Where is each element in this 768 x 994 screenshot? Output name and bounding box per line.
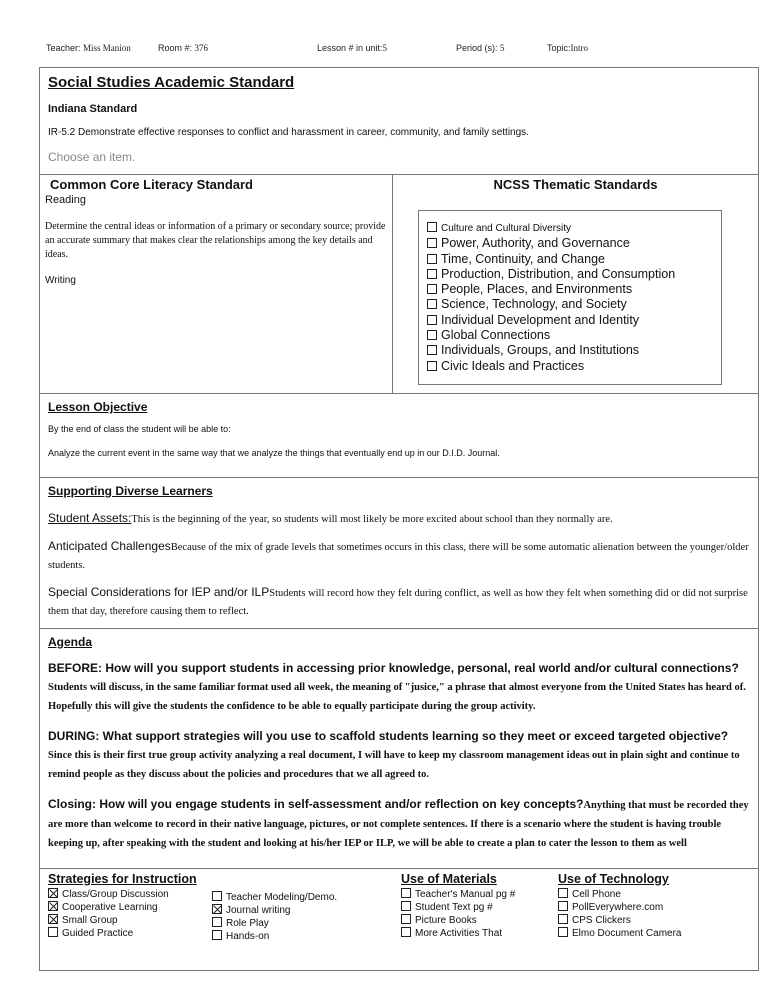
checkbox-icon[interactable]: [401, 927, 411, 937]
checkbox-label: Cell Phone: [572, 888, 621, 900]
student-assets-label: Student Assets:: [48, 510, 132, 525]
closing-question: Closing: How will you engage students in self-assessment and/or reflection on key concepts?: [48, 796, 584, 811]
teacher-field: [46, 43, 158, 53]
checkbox-item[interactable]: [558, 927, 681, 940]
ncss-checklist: [418, 210, 722, 385]
special-considerations: [48, 584, 750, 620]
diverse-learners-title: Supporting Diverse Learners: [48, 483, 213, 498]
ncss-title: NCSS Thematic Standards: [493, 177, 658, 192]
checkbox-item[interactable]: [427, 343, 713, 358]
topic-field: [547, 43, 588, 53]
checkbox-label: Teacher's Manual pg #: [415, 888, 516, 900]
checkbox-item[interactable]: [48, 914, 212, 927]
agenda-before: [48, 659, 750, 715]
checkbox-label: Picture Books: [415, 914, 477, 926]
checkbox-label: Hands-on: [226, 930, 270, 942]
room-label: Room #:: [158, 43, 193, 53]
checkbox-icon[interactable]: [427, 345, 437, 355]
checkbox-item[interactable]: [401, 888, 558, 901]
objective-intro: By the end of class the student will be able to:: [48, 423, 231, 434]
checkbox-item[interactable]: [427, 236, 713, 251]
indiana-standard-label: Indiana Standard: [48, 103, 138, 115]
checkbox-label: Student Text pg #: [415, 901, 493, 913]
checkbox-icon[interactable]: [427, 222, 437, 232]
checkbox-item[interactable]: [212, 891, 401, 904]
checkbox-label: Teacher Modeling/Demo.: [226, 891, 338, 903]
checkbox-icon[interactable]: [558, 888, 568, 898]
checkbox-item[interactable]: [48, 888, 212, 901]
checkbox-icon[interactable]: [48, 927, 58, 937]
checkbox-icon[interactable]: [427, 315, 437, 325]
checkbox-icon[interactable]: [427, 284, 437, 294]
checkbox-item[interactable]: [401, 927, 558, 940]
diverse-learners-section: [40, 478, 758, 629]
checkbox-item[interactable]: [427, 328, 713, 343]
checkbox-item[interactable]: [212, 904, 401, 917]
ncss-column: [393, 175, 758, 393]
period-label: Period (s):: [456, 43, 498, 53]
checkbox-label: PollEverywhere.com: [572, 901, 664, 913]
special-considerations-label: Special Considerations for IEP and/or ILP: [48, 584, 270, 599]
checkbox-icon[interactable]: [427, 238, 437, 248]
checkbox-label: Time, Continuity, and Change: [441, 251, 605, 266]
checkbox-label: Journal writing: [226, 904, 291, 916]
checkbox-item[interactable]: [427, 252, 713, 267]
checkbox-icon[interactable]: [212, 891, 222, 901]
checkbox-item[interactable]: [558, 914, 681, 927]
checkbox-label: Guided Practice: [62, 927, 134, 939]
writing-label: Writing: [45, 275, 76, 286]
checkbox-icon[interactable]: [212, 930, 222, 940]
checkbox-icon[interactable]: [558, 914, 568, 924]
checkbox-item[interactable]: [427, 221, 713, 236]
reading-standard-text: Determine the central ideas or information of a primary or secondary source; provide an accurate summary that makes clear the relationships among the key details and ideas.: [45, 221, 386, 260]
standard-section: [40, 68, 758, 175]
choose-item-dropdown[interactable]: Choose an item.: [48, 150, 136, 164]
room-field: [158, 43, 317, 53]
checkbox-label: Class/Group Discussion: [62, 888, 169, 900]
resources-section: [40, 869, 758, 970]
checkbox-icon[interactable]: [212, 917, 222, 927]
agenda-during: [48, 727, 750, 783]
checked-box-icon[interactable]: [48, 901, 58, 911]
lesson-header: [46, 43, 746, 53]
checkbox-label: Civic Ideals and Practices: [441, 358, 585, 373]
objective-text: Analyze the current event in the same way that we analyze the things that eventually end up in our D.I.D. Journal.: [48, 447, 500, 458]
anticipated-challenges: [48, 538, 750, 574]
agenda-closing: [48, 795, 750, 852]
lesson-label: Lesson # in unit:: [317, 43, 383, 53]
checkbox-label: Power, Authority, and Governance: [441, 236, 630, 251]
special-considerations-text: Students will record how they felt during conflict, as well as how they felt when something did or did not surprise them that day, therefore causing them to reflect.: [48, 587, 748, 617]
strategies-column-2: [212, 873, 401, 964]
before-answer: Students will discuss, in the same familiar format used all week, the meaning of "jusice," a phrase that almost everyone from the United States has heard of. Hopefully this will give the students the confidence to be able to equally participate during the group activity.: [48, 681, 746, 712]
checkbox-label: People, Places, and Environments: [441, 282, 633, 297]
checkbox-label: Small Group: [62, 914, 118, 926]
checkbox-icon[interactable]: [427, 254, 437, 264]
objective-title: Lesson Objective: [48, 399, 148, 414]
checkbox-label: Role Play: [226, 917, 269, 929]
checkbox-label: Culture and Cultural Diversity: [441, 223, 572, 234]
checked-box-icon[interactable]: [48, 888, 58, 898]
materials-column: [401, 873, 558, 964]
checkbox-label: Individuals, Groups, and Institutions: [441, 343, 640, 358]
checkbox-label: Individual Development and Identity: [441, 312, 640, 327]
checkbox-label: Global Connections: [441, 328, 551, 343]
checkbox-icon[interactable]: [401, 914, 411, 924]
checkbox-item[interactable]: [212, 917, 401, 930]
during-question: DURING: What support strategies will you use to scaffold students learning so they meet or exceed targeted objective?: [48, 728, 729, 743]
challenges-text: Because of the mix of grade levels that sometimes occurs in this class, there will be some automatic alienation between the younger/older students.: [48, 541, 749, 571]
period-value[interactable]: 5: [500, 43, 505, 53]
checkbox-icon[interactable]: [558, 901, 568, 911]
checked-box-icon[interactable]: [48, 914, 58, 924]
challenges-label: Anticipated Challenges: [48, 538, 171, 553]
strategies-column: [48, 873, 212, 964]
standard-title: Social Studies Academic Standard: [48, 74, 295, 91]
technology-title: Use of Technology: [558, 871, 669, 886]
checkbox-item[interactable]: [48, 901, 212, 914]
checkbox-item[interactable]: [212, 930, 401, 943]
checkbox-label: Cooperative Learning: [62, 901, 158, 913]
checkbox-item[interactable]: [48, 927, 212, 940]
agenda-section: [40, 629, 758, 869]
checkbox-icon[interactable]: [427, 330, 437, 340]
checkbox-icon[interactable]: [427, 269, 437, 279]
checkbox-icon[interactable]: [427, 299, 437, 309]
checkbox-item[interactable]: [558, 888, 681, 901]
strategies-title: Strategies for Instruction: [48, 871, 197, 886]
checkbox-item[interactable]: [558, 901, 681, 914]
checkbox-item[interactable]: [427, 359, 713, 374]
checked-box-icon[interactable]: [212, 904, 222, 914]
checkbox-label: Production, Distribution, and Consumption: [441, 266, 676, 281]
checkbox-item[interactable]: [427, 297, 713, 312]
teacher-value[interactable]: Miss Manion: [83, 43, 131, 53]
checkbox-item[interactable]: [427, 313, 713, 328]
materials-title: Use of Materials: [401, 871, 497, 886]
checkbox-item[interactable]: [401, 901, 558, 914]
lesson-field: [317, 43, 456, 53]
during-answer: Since this is their first true group activity analyzing a real document, I will have to keep my classroom management ideas out in plain sight and continue to remind people as they discuss about the policies and procedures that we all agreed to.: [48, 749, 740, 780]
standard-text: IR-5.2 Demonstrate effective responses to conflict and harassment in career, community, and family settings.: [48, 127, 529, 138]
room-value[interactable]: 376: [194, 43, 209, 53]
checkbox-icon[interactable]: [401, 888, 411, 898]
period-field: [456, 43, 547, 53]
standards-split-section: [40, 175, 758, 394]
lesson-value[interactable]: 5: [382, 43, 388, 53]
checkbox-label: CPS Clickers: [572, 914, 631, 926]
reading-label: Reading: [45, 194, 86, 206]
student-assets-text: This is the beginning of the year, so students will most likely be more excited about school than they normally are.: [131, 513, 613, 525]
objective-section: [40, 394, 758, 478]
checkbox-item[interactable]: [427, 267, 713, 282]
checkbox-item[interactable]: [427, 282, 713, 297]
lesson-plan-form: [39, 67, 759, 971]
checkbox-label: Elmo Document Camera: [572, 927, 682, 939]
common-core-title: Common Core Literacy Standard: [50, 177, 253, 192]
before-question: BEFORE: How will you support students in accessing prior knowledge, personal, real world and/or cultural connections?: [48, 660, 739, 675]
common-core-column: [40, 175, 393, 393]
checkbox-icon[interactable]: [558, 927, 568, 937]
student-assets: [48, 510, 750, 528]
checkbox-icon[interactable]: [427, 361, 437, 371]
technology-column: [558, 873, 681, 964]
topic-label: Topic:: [547, 43, 571, 53]
checkbox-label: Science, Technology, and Society: [441, 297, 627, 312]
agenda-title: Agenda: [48, 634, 93, 649]
topic-value[interactable]: Intro: [570, 43, 589, 53]
checkbox-item[interactable]: [401, 914, 558, 927]
checkbox-icon[interactable]: [401, 901, 411, 911]
checkbox-label: More Activities That: [415, 927, 503, 939]
teacher-label: Teacher:: [46, 43, 81, 53]
closing-answer: Anything that must be recorded they are more than welcome to record in their native language, pictures, or not complete sentences. If there is a scenario where the student is having trouble keeping up, after speaking with the student and looking at his/her IEP or ILP, we will be able to create a plan to cater the lesson to them as well: [48, 799, 749, 849]
